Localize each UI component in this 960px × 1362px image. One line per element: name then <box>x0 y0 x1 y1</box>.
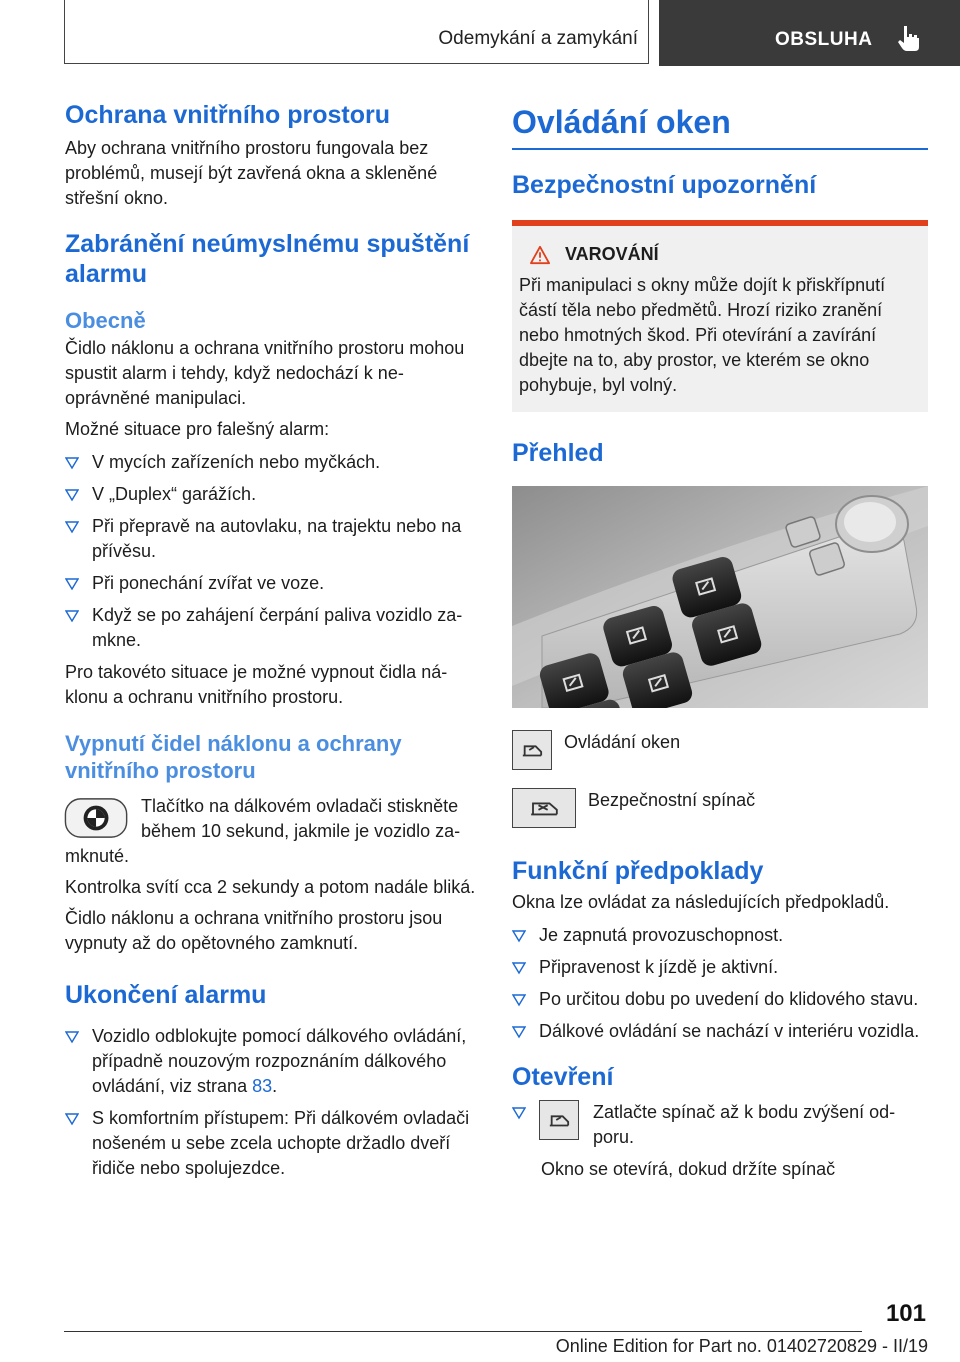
triangle-bullet-icon <box>65 488 79 502</box>
text-indicator: Kontrolka svítí cca 2 sekundy a potom nadále bliká. <box>65 877 476 897</box>
warning-triangle-icon <box>529 245 551 265</box>
text-remote-press: Tlačítko na dálkovém ovladači stiskněte během 10 sekund, jakmile je vozidlo zamknuté. <box>65 796 461 866</box>
legend-safety-switch <box>512 788 928 828</box>
triangle-bullet-icon <box>512 1025 526 1039</box>
list-item: Při přepravě na autovlaku, na trajektu nebo na přívěsu. <box>65 514 480 564</box>
warning-text: Při manipulaci s okny může dojít k přiskřípnutí částí těla nebo předmětů. Hrozí riziko zranění nebo hmotných škod. Při otevírání a zavírání dbejte na to, aby prostor, ve kterém se okno pohybuje, byl volný. <box>519 275 886 395</box>
right-column <box>512 100 928 1188</box>
page-link-83[interactable]: 83 <box>252 1076 273 1096</box>
triangle-bullet-icon <box>65 456 79 470</box>
window-switch-icon <box>539 1100 579 1140</box>
header-chapter-title: OBSLUHA <box>775 29 873 50</box>
text-disable-info: Pro takovéto situace je možné vypnout čidla náklonu a ochranu vnitřního prostoru. <box>65 662 448 707</box>
text-interior-protection: Aby ochrana vnitřního prostoru fungovala bez problémů, musejí být zavřená okna a skleněné střešní okno. <box>65 138 438 208</box>
list-item: Když se po zahájení čerpání paliva vozidlo zamkne. <box>65 603 480 653</box>
requirements-list <box>512 923 928 1044</box>
header-chapter-tab <box>659 0 960 66</box>
hand-pointer-icon <box>897 24 923 52</box>
text-requirements: Okna lze ovládat za následujících předpokladů. <box>512 892 890 912</box>
triangle-bullet-icon <box>512 993 526 1007</box>
footer-rule <box>64 1331 862 1332</box>
warning-title: VAROVÁNÍ <box>565 244 659 264</box>
heading-general: Obecně <box>65 308 146 333</box>
triangle-bullet-icon <box>512 929 526 943</box>
page-header <box>0 0 960 66</box>
heading-stop-alarm: Ukončení alarmu <box>65 981 267 1009</box>
left-column <box>65 100 480 1188</box>
heading-overview: Přehled <box>512 439 604 467</box>
heading-requirements: Funkční předpoklady <box>512 857 764 885</box>
header-section-title: Odemykání a zamykání <box>438 28 638 49</box>
heading-interior-protection: Ochrana vnitřního prostoru <box>65 101 391 129</box>
heading-rule <box>512 148 928 150</box>
list-item: Po určitou dobu po uvedení do klidového stavu. <box>512 987 928 1012</box>
heading-open: Otevření <box>512 1063 614 1091</box>
list-item: Je zapnutá provozuschopnost. <box>512 923 928 948</box>
triangle-bullet-icon <box>65 609 79 623</box>
list-item: V mycích zařízeních nebo myčkách. <box>65 450 480 475</box>
heading-prevent-alarm: Zabránění neúmyslnému spuštění alarmu <box>65 230 470 288</box>
triangle-bullet-icon <box>65 1030 79 1044</box>
footer-edition: Online Edition for Part no. 01402720829 - II/19 <box>555 1336 928 1356</box>
triangle-bullet-icon <box>65 520 79 534</box>
list-item <box>512 1100 928 1150</box>
text-false-alarm-intro: Možné situace pro falešný alarm: <box>65 419 330 439</box>
legend-window-label: Ovládání oken <box>564 732 681 752</box>
stop-alarm-list <box>65 1024 480 1181</box>
open-step-text: Zatlačte spínač až k bodu zvýšení odporu. <box>593 1102 896 1147</box>
open-list <box>512 1100 928 1150</box>
safety-switch-icon <box>512 788 576 828</box>
heading-safety: Bezpečnostní upozornění <box>512 171 817 199</box>
false-alarm-list <box>65 450 480 653</box>
triangle-bullet-icon <box>512 961 526 975</box>
triangle-bullet-icon <box>65 577 79 591</box>
list-item: Při ponechání zvířat ve voze. <box>65 571 480 596</box>
legend-window-control <box>512 730 928 770</box>
window-switch-icon <box>512 730 552 770</box>
list-item: Dálkové ovládání se nachází v interiéru vozidla. <box>512 1019 928 1044</box>
window-switch-photo <box>512 486 928 708</box>
heading-window-control: Ovládání oken <box>512 104 731 140</box>
triangle-bullet-icon <box>512 1106 526 1120</box>
legend-safety-label: Bezpečnostní spínač <box>588 790 756 810</box>
text-open-note: Okno se otevírá, dokud držíte spínač <box>541 1159 836 1179</box>
list-item: Připravenost k jízdě je aktivní. <box>512 955 928 980</box>
list-item: V „Duplex“ garážích. <box>65 482 480 507</box>
bmw-remote-key-icon <box>63 796 131 840</box>
heading-disable-sensors: Vypnutí čidel náklonu a ochrany vnitřního prostoru <box>65 731 402 783</box>
list-item: S komfortním přístupem: Při dálkovém ovladači nošeném u sebe zcela uchopte držadlo dveří řidiče nebo spolujezdce. <box>65 1106 480 1181</box>
header-section-box <box>64 0 649 64</box>
remote-instruction <box>65 794 480 869</box>
text-sensors-off: Čidlo náklonu a ochrana vnitřního prostoru jsou vypnuty až do opětovného zamknutí. <box>65 908 443 953</box>
page-number: 101 <box>885 1300 926 1327</box>
warning-box <box>512 220 928 412</box>
text-general: Čidlo náklonu a ochrana vnitřního prostoru mohou spustit alarm i tehdy, když nedochází k neoprávněné manipulaci. <box>65 338 465 408</box>
triangle-bullet-icon <box>65 1112 79 1126</box>
list-item: Vozidlo odblokujte pomocí dálkového ovládání, případně nouzovým rozpoznáním dálkového ovládání, viz strana 83. <box>65 1024 480 1099</box>
